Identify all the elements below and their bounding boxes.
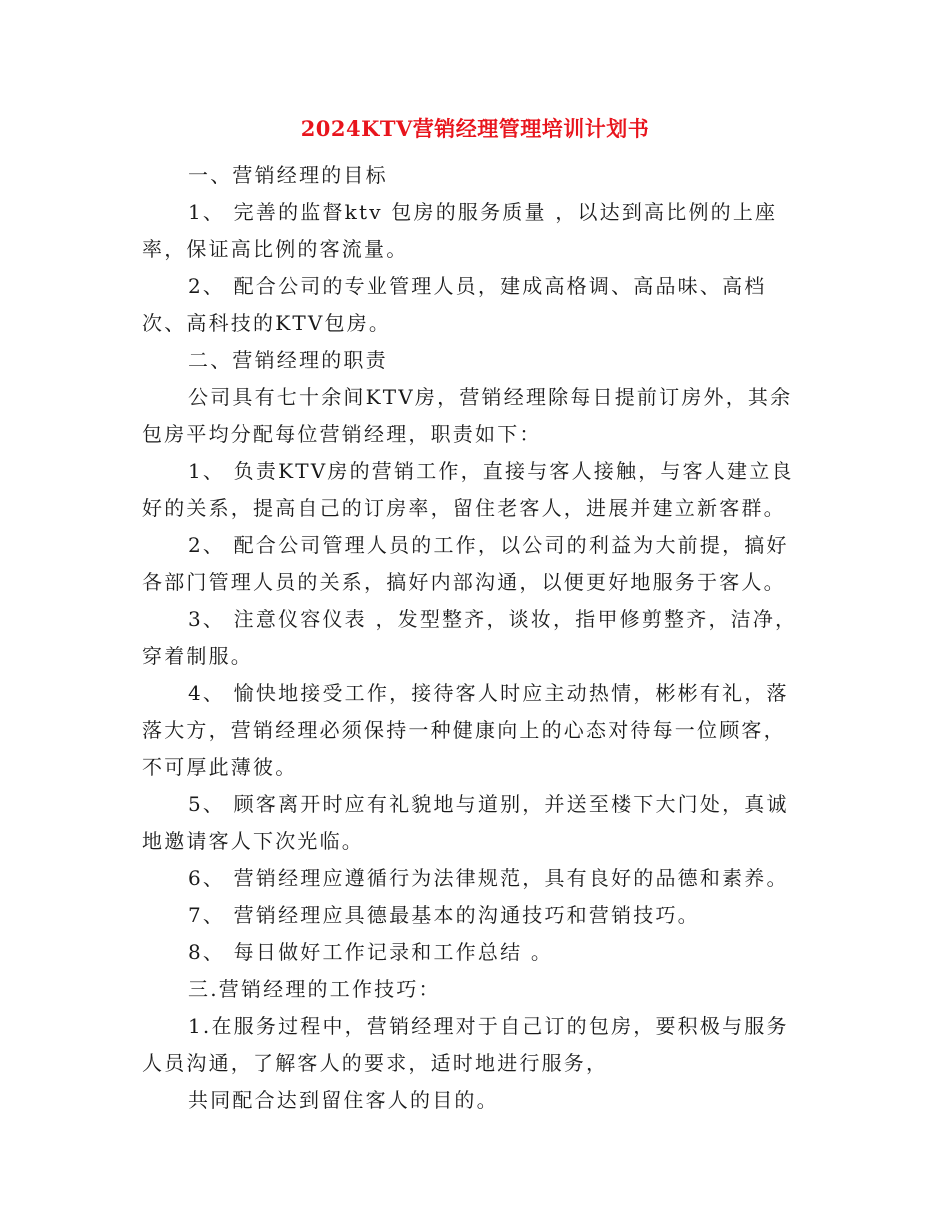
duty-item-8: 8、 每日做好工作记录和工作总结 。 (188, 940, 554, 964)
section-heading-duties: 二、营销经理的职责 (188, 348, 388, 372)
duty-item-4: 4、 愉快地接受工作，接待客人时应主动热情，彬彬有礼，落落大方，营销经理必须保持一种健康向上的心态对待每一位顾客，不可厚此薄彼。 (142, 681, 789, 779)
document-title: 2024KTV营销经理管理培训计划书 (300, 116, 650, 141)
goal-item-1: 1、 完善的监督ktv 包房的服务质量 ，以达到高比例的上座率，保证高比例的客流量。 (142, 200, 778, 261)
section-heading-goals: 一、营销经理的目标 (188, 163, 388, 187)
duty-item-2: 2、 配合公司管理人员的工作，以公司的利益为大前提，搞好各部门管理人员的关系，搞好内部沟通，以便更好地服务于客人。 (142, 533, 789, 594)
section-heading-skills: 三.营销经理的工作技巧： (188, 977, 441, 1001)
skill-item-1: 1.在服务过程中，营销经理对于自己订的包房，要积极与服务人员沟通，了解客人的要求，适时地进行服务， (142, 1014, 789, 1075)
goal-item-2: 2、 配合公司的专业管理人员，建成高格调、高品味、高档次、高科技的KTV包房。 (142, 274, 767, 335)
duty-item-3: 3、 注意仪容仪表 ，发型整齐，谈妆，指甲修剪整齐，洁净，穿着制服。 (142, 607, 798, 668)
duty-item-6: 6、 营销经理应遵循行为法律规范，具有良好的品德和素养。 (188, 866, 789, 890)
duty-item-1: 1、 负责KTV房的营销工作，直接与客人接触，与客人建立良好的关系，提高自己的订房率，留住老客人，进展并建立新客群。 (142, 459, 794, 520)
duties-intro: 公司具有七十余间KTV房，营销经理除每日提前订房外，其余包房平均分配每位营销经理，职责如下： (142, 385, 793, 446)
duty-item-5: 5、 顾客离开时应有礼貌地与道别，并送至楼下大门处，真诚地邀请客人下次光临。 (142, 792, 789, 853)
skill-item-1-continued: 共同配合达到留住客人的目的。 (188, 1088, 499, 1112)
duty-item-7: 7、 营销经理应具德最基本的沟通技巧和营销技巧。 (188, 903, 700, 927)
